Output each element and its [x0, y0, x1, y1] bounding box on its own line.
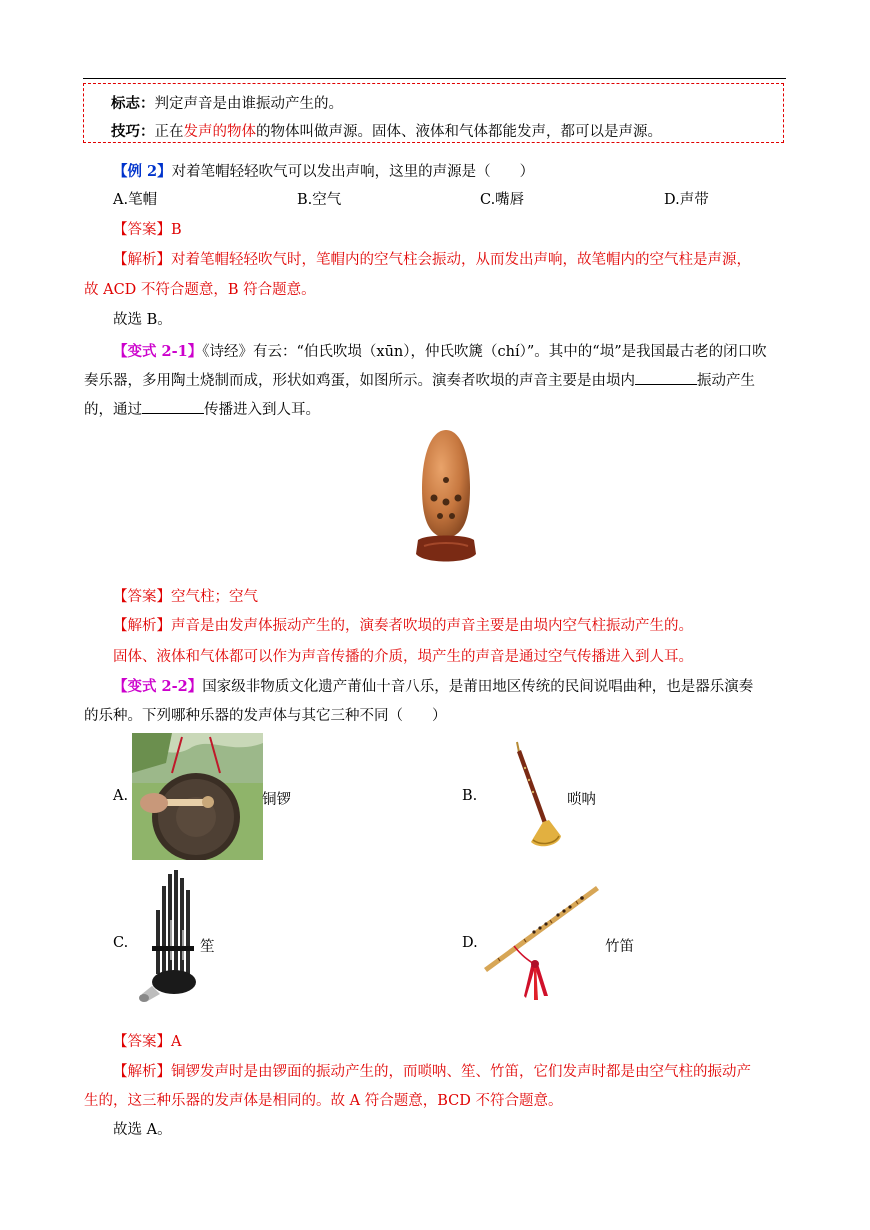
v22-answer: 【答案】A	[113, 1034, 182, 1050]
v21-line2: 奏乐器，多用陶土烧制而成，形状如鸡蛋，如图所示。演奏者吹埙的声音主要是由埙内 振动产生	[84, 373, 755, 389]
answer-blank-2[interactable]	[142, 400, 204, 414]
xun-image	[412, 428, 480, 566]
sheng-image	[138, 870, 200, 1012]
v22-option-a-name: 铜锣	[262, 792, 291, 808]
v22-analysis-line2: 生的，这三种乐器的发声体是相同的。故 A 符合题意，BCD 不符合题意。	[84, 1093, 563, 1109]
v22-option-c-name: 笙	[200, 939, 215, 955]
ex2-question: 【例 2】对着笔帽轻轻吹气可以发出声响，这里的声源是（ ）	[113, 163, 535, 180]
tip-skill: 技巧：正在发声的物体的物体叫做声源。固体、液体和气体都能发声，都可以是声源。	[111, 123, 662, 140]
ex2-answer: 【答案】B	[113, 222, 182, 238]
v21-analysis-line1: 【解析】声音是由发声体振动产生的，演奏者吹埙的声音主要是由埙内空气柱振动产生的。	[113, 618, 693, 634]
v22-analysis-line1: 【解析】铜锣发声时是由锣面的振动产生的，而唢呐、笙、竹笛，它们发声时都是由空气柱的振动产	[113, 1064, 751, 1080]
v21-line3: 的，通过 传播进入到人耳。	[84, 402, 320, 418]
ex2-analysis-line2: 故 ACD 不符合题意，B 符合题意。	[84, 282, 316, 298]
v22-choose: 故选 A。	[113, 1122, 172, 1138]
ex2-option-c: C.嘴唇	[480, 192, 525, 208]
v22-option-b-name: 唢呐	[567, 792, 596, 808]
ex2-analysis-line1: 【解析】对着笔帽轻轻吹气时，笔帽内的空气柱会振动，从而发出声响，故笔帽内的空气柱是声源，	[113, 252, 751, 268]
v22-line1: 【变式 2-2】国家级非物质文化遗产莆仙十音八乐，是莆田地区传统的民间说唱曲种，也是器乐演奏	[113, 678, 754, 695]
v22-option-c-letter: C.	[113, 935, 129, 951]
v22-option-b-letter: B.	[462, 788, 478, 804]
v22-option-d-letter: D.	[462, 935, 478, 951]
v22-option-d-name: 竹笛	[605, 939, 634, 955]
gong-image	[132, 733, 263, 860]
suona-image	[505, 738, 565, 850]
header-rule	[83, 78, 786, 79]
ex2-choose: 故选 B。	[113, 312, 172, 328]
v21-line1: 【变式 2-1】《诗经》有云：“伯氏吹埙（xūn），仲氏吹篪（chí）”。其中的“埙”是我国最古老的闭口吹	[113, 343, 767, 360]
answer-blank-1[interactable]	[635, 371, 697, 385]
flute-image	[478, 880, 604, 1004]
v22-option-a-letter: A.	[113, 788, 129, 804]
ex2-option-a: A.笔帽	[113, 192, 158, 208]
ex2-option-b: B.空气	[297, 192, 342, 208]
v21-answer: 【答案】空气柱；空气	[113, 589, 258, 605]
tip-sign: 标志：判定声音是由谁振动产生的。	[111, 95, 343, 112]
v21-analysis-line2: 固体、液体和气体都可以作为声音传播的介质，埙产生的声音是通过空气传播进入到人耳。	[113, 649, 693, 665]
v22-line2: 的乐种。下列哪种乐器的发声体与其它三种不同（ ）	[84, 708, 447, 724]
ex2-option-d: D.声带	[664, 192, 709, 208]
